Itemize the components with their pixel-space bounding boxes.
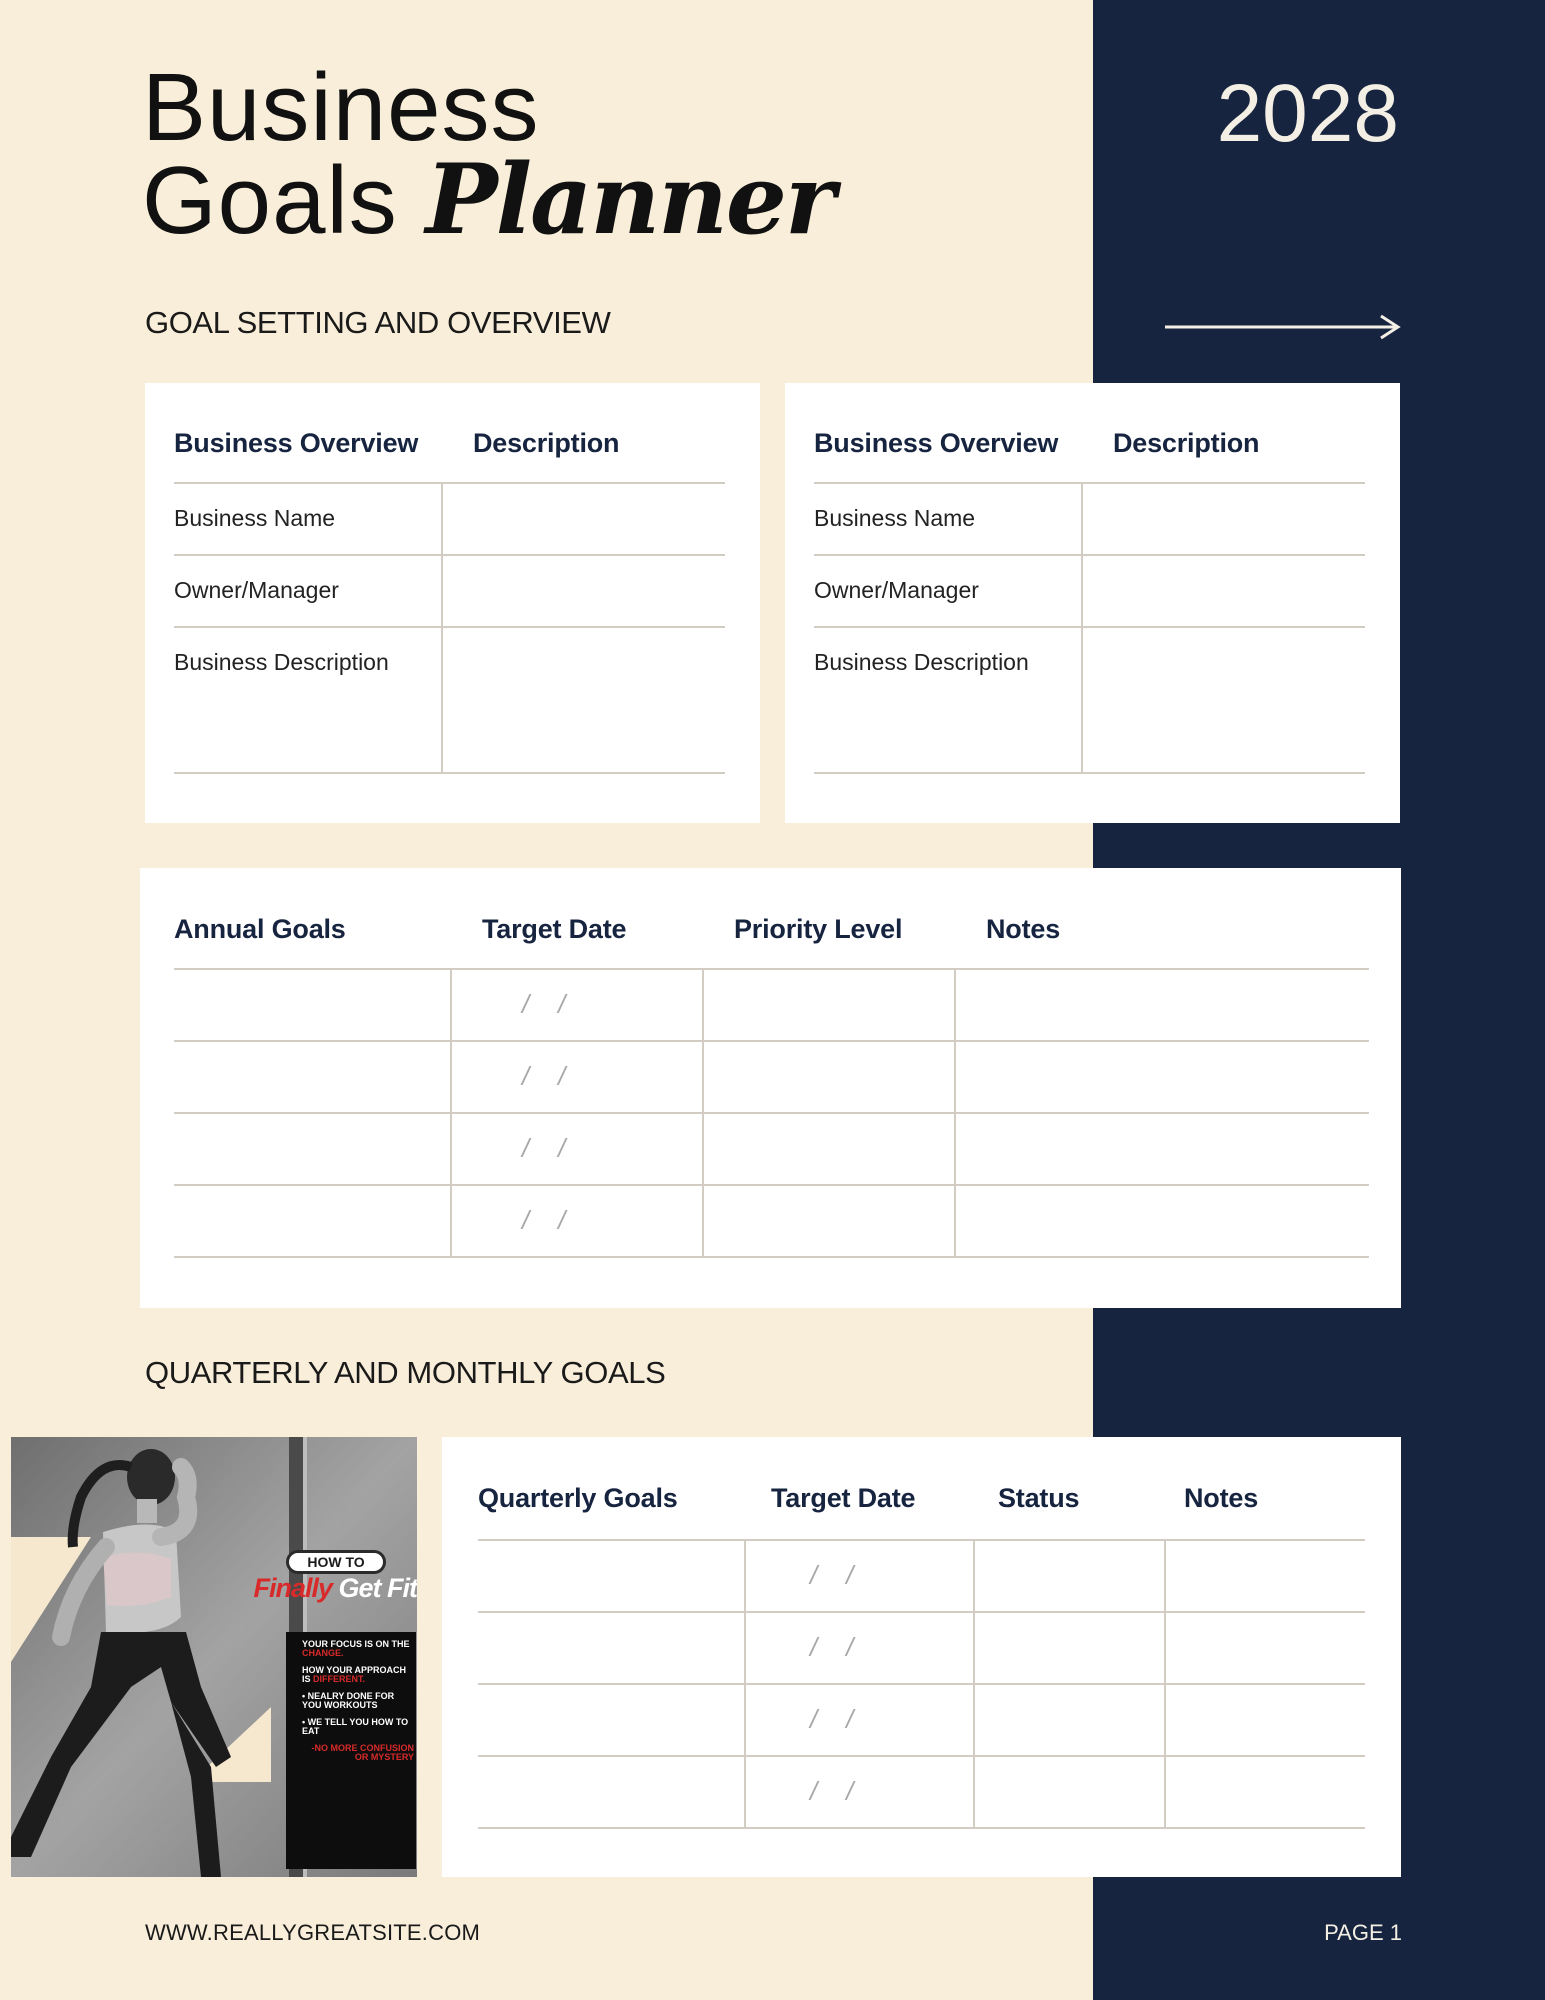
ad-text-focus: YOUR FOCUS IS ON THE CHANGE. [302,1639,410,1658]
row-label-business-name: Business Name [174,505,336,531]
row-label-owner-manager: Owner/Manager [174,577,339,603]
divider [814,772,1365,774]
column-divider [450,969,452,1257]
section-heading-quarterly-monthly: QUARTERLY AND MONTHLY GOALS [145,1355,666,1390]
overview-card-right [785,383,1400,823]
divider [174,1184,1369,1186]
divider [174,1112,1369,1114]
row-label-business-name: Business Name [814,505,976,531]
fitness-ad-image [11,1437,417,1877]
section-heading-goal-setting: GOAL SETTING AND OVERVIEW [145,305,611,340]
date-placeholder: / / [810,1632,854,1662]
year-label: 2028 [1216,68,1399,159]
ad-headline-white: Get Fit [338,1573,417,1603]
ad-bullet-eat: • WE TELL YOU HOW TO EAT [302,1717,409,1736]
overview-card-left [145,383,760,823]
divider [174,772,725,774]
column-divider [973,1540,975,1828]
date-placeholder: / / [522,1205,566,1235]
quarterly-goals-card [442,1437,1401,1877]
title-line-1: Business [142,54,540,161]
col-header-priority-level: Priority Level [734,914,903,944]
page-title [142,54,834,256]
row-label-business-description: Business Description [174,649,389,675]
col-header-target-date: Target Date [771,1483,916,1513]
footer-page-number: PAGE 1 [1324,1920,1402,1945]
title-word-planner: Planner [425,143,834,256]
divider [478,1611,1365,1613]
ad-text-approach: HOW YOUR APPROACH IS DIFFERENT. [302,1665,407,1684]
annual-goals-table [174,868,1369,1308]
col-header-description: Description [1113,428,1260,458]
ad-body-text [302,1640,414,1762]
divider [478,1683,1365,1685]
divider [174,626,725,628]
ad-headline-red: Finally [253,1573,332,1603]
column-divider [744,1540,746,1828]
col-header-notes: Notes [1184,1483,1259,1513]
col-header-notes: Notes [986,914,1061,944]
col-header-target-date: Target Date [482,914,627,944]
column-divider [702,969,704,1257]
divider [174,968,1369,970]
date-placeholder: / / [810,1704,854,1734]
divider [174,482,725,484]
date-placeholder: / / [522,1061,566,1091]
row-label-owner-manager: Owner/Manager [814,577,979,603]
col-header-description: Description [473,428,620,458]
ad-bullet-workouts: • NEALRY DONE FOR YOU WORKOUTS [302,1691,395,1710]
column-divider [1081,483,1083,773]
divider [174,1256,1369,1258]
divider [814,482,1365,484]
column-divider [441,483,443,773]
column-divider [1164,1540,1166,1828]
divider [814,554,1365,556]
divider [174,554,725,556]
ad-closing: -NO MORE CONFUSION OR MYSTERY [311,1743,414,1762]
ad-how-to-pill: HOW TO [286,1550,386,1574]
overview-table-left [174,383,725,823]
title-line-2 [142,143,834,256]
date-placeholder: / / [522,1133,566,1163]
date-placeholder: / / [810,1776,854,1806]
title-word-goals: Goals [142,147,398,254]
col-header-business-overview: Business Overview [814,428,1059,458]
divider [478,1755,1365,1757]
annual-goals-card [140,868,1401,1308]
date-placeholder: / / [810,1560,854,1590]
quarterly-goals-table [478,1437,1365,1877]
row-label-business-description: Business Description [814,649,1029,675]
arrow-right-icon [1163,313,1403,341]
ad-headline [233,1575,417,1601]
footer-website-url: WWW.REALLYGREATSITE.COM [145,1920,481,1945]
column-divider [954,969,956,1257]
divider [814,626,1365,628]
divider [174,1040,1369,1042]
overview-table-right [814,383,1365,823]
divider [478,1827,1365,1829]
col-header-annual-goals: Annual Goals [174,914,346,944]
divider [478,1539,1365,1541]
col-header-quarterly-goals: Quarterly Goals [478,1483,678,1513]
date-placeholder: / / [522,989,566,1019]
col-header-status: Status [998,1483,1080,1513]
col-header-business-overview: Business Overview [174,428,419,458]
